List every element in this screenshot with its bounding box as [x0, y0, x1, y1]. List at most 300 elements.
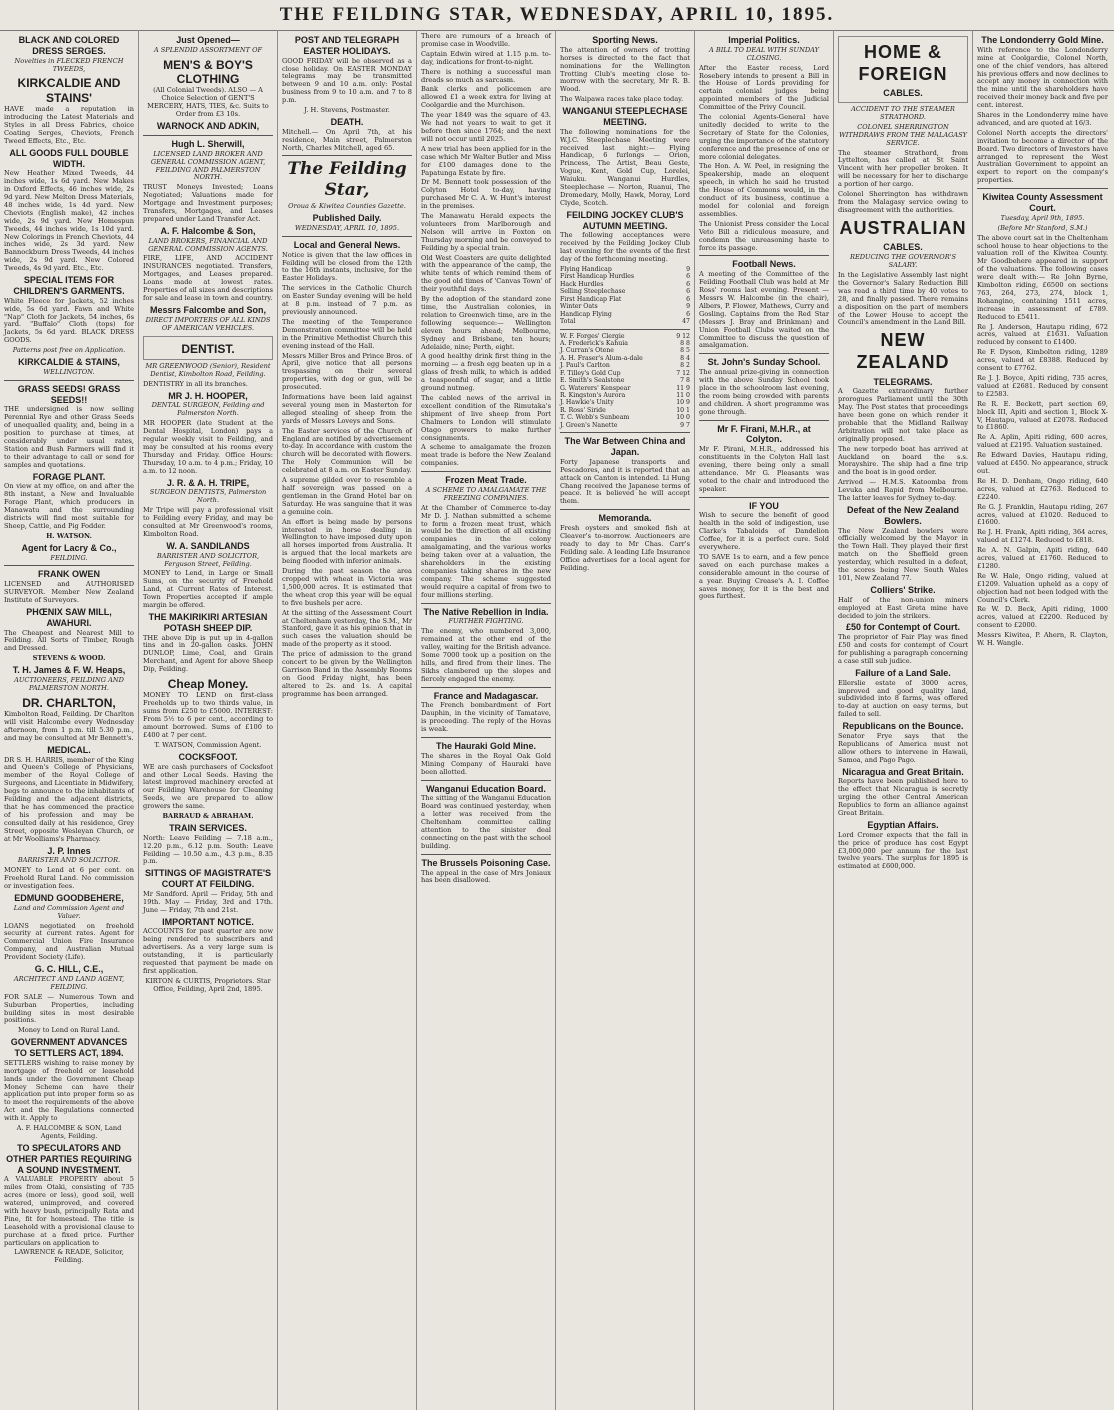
column-8 — [973, 30, 1112, 1410]
death-title: DEATH. — [330, 116, 364, 127]
ad-kirkcaldie2-title: KIRKCALDIE & STAINS, — [18, 357, 120, 368]
post-holidays-title: POST AND TELEGRAPH EASTER HOLIDAYS. — [294, 35, 400, 56]
weight-row-value: 9 12 — [676, 332, 690, 340]
defeat-body: The New Zealand bowlers were officially welcomed by the Mayor in the Town Hall. They played their first match on the Sheffield green yesterday, which resulted in a defeat, the scores being New South Wales 101, New Zealand 77. — [838, 526, 968, 583]
ad-advances-sign: A. F. HALCOMBE & SON, Land Agents, Feilding. — [16, 1124, 122, 1140]
ad-serges-sub: Novelties in FLECKED FRENCH TWEEDS, — [14, 56, 124, 73]
ad-sandilands-title: W. A. SANDILANDS — [166, 540, 250, 551]
ad-sittings-body: Mr Sandford. April — Friday, 5th and 19th. May — Friday, 3rd and 17th. June — Friday, 7th and 21st. — [143, 889, 273, 914]
acceptance-row — [560, 266, 690, 273]
ad-speculators-body: A VALUABLE PROPERTY about 5 miles from Otaki, consisting of 735 acres (more or less), good soil, well watered, unimproved, and covered with heavy bush, principally Rata and Pine, fit for homestead. The title is Leasehold with a provisional clause to purchase at a fixed price. Further particulars on application to — [4, 1175, 134, 1247]
news-paragraph: Informations have been laid against several young men in Masterton for alleged stealing of sheep from the yards of Messrs Loveys and Sons. — [282, 393, 412, 425]
news-paragraph: The services in the Catholic Church on Easter Sunday evening will be held at 8 p.m. instead of 7 p.m. as previously announced. — [282, 284, 412, 316]
court-paragraph: Re F. Dyson, Kimbolton riding, 1289 acres, valued at £8388. Reduced by consent to £7762. — [977, 348, 1108, 373]
nicaragua-body: Reports have been published here to the effect that Nicaragua is secretly urging the other Central American Republics to form an alliance against Great Britain. — [838, 777, 968, 818]
news-paragraph: A new trial has been applied for in the case which Mr Walter Butler and Miss for £100 damages done to the Papatunga Estate by fire. — [421, 144, 551, 177]
divider — [560, 509, 690, 510]
news-paragraph: During the past season the area cropped with wheat in Victoria was 1,500,000 acres. It is estimated that the wheat crop this year will be equal to five bushels per acre. — [282, 567, 412, 607]
imperial-sub: A BILL TO DEAL WITH SUNDAY CLOSING. — [708, 45, 819, 62]
weight-row-value: 8 4 — [680, 354, 690, 362]
weight-row-label: W. F. Forges' Clergie — [560, 332, 625, 340]
ad-halcombe-body: FIRE, LIFE, AND ACCIDENT INSURANCES negotiated. Transfers, Mortgages, and Leases prepared. Loans made at lowest rates. Properties of all sizes and descriptions for sale and lease in town and country. — [143, 254, 273, 302]
divider — [560, 329, 690, 330]
ad-grass-title: GRASS SEEDS! GRASS SEEDS!! — [17, 383, 121, 405]
acceptance-row — [560, 311, 690, 318]
steeple-title: WANGANUI STEEPLECHASE MEETING. — [562, 106, 688, 127]
egypt-title: Egyptian Affairs. — [867, 819, 939, 830]
ad-serges-title: BLACK AND COLORED DRESS SERGES. — [18, 35, 120, 56]
france-title: France and Madagascar. — [433, 690, 539, 701]
acceptance-row-value: 6 — [686, 310, 690, 318]
ad-hooper-title: MR J. H. HOOPER, — [168, 390, 248, 401]
weight-row — [560, 399, 690, 406]
ad-medical-title: MEDICAL. — [47, 744, 91, 755]
column-6 — [695, 30, 834, 1410]
divider — [143, 135, 273, 136]
collier-title: Colliers' Strike. — [870, 584, 936, 595]
imperial-paragraph: The Hon. A. W. Peel, in resigning the Speakership, made an eloquent speech, in which he said he trusted the House of Commons would, in the conduct of its business, continue a model for colonial and foreign assemblies. — [699, 162, 829, 218]
ad-cheap-body: MONEY TO LEND on first-class Freeholds up to two thirds value, in sums from £250 to £5000. INTEREST: From 5½ to 6 per cent., according to amount borrowed. Sums of £100 to £400 at 7 per cent. — [143, 691, 273, 739]
ad-medical-body: DR S. H. HARRIS, member of the King and Queen's College of Physicians, member of the Royal College of Surgeons, and Licentiate in Midwifery, begs to announce to the inhabitants of Feilding and the adjacent districts, that he has commenced the practice of his profession and may be consulted daily at his residence, Grey Street, opposite Wesleyan Church, or at Mr Woolliams's Pharmacy. — [4, 755, 134, 843]
court-paragraph: Re W. D. Beck, Apiti riding, 1000 acres, valued at £2200. Reduced by consent to £2000. — [977, 605, 1108, 630]
ad-james-body: AUCTIONEERS, FEILDING AND PALMERSTON NORTH. — [14, 675, 124, 692]
court-title: Kiwitea County Assessment Court. — [982, 192, 1103, 213]
cables-head: ACCIDENT TO THE STEAMER STRATHORD. — [851, 104, 955, 121]
divider — [4, 565, 134, 566]
ad-clothing-title: Just Opened— — [176, 35, 240, 45]
ad-forage-body: On view at my office, on and after the 8th instant, a New and Invaluable Forage Plant, which producers in Manawatu and the surrounding districts will find most suitable for Sheep, Cattle, and Pig Fodder. — [4, 482, 134, 530]
divider — [421, 737, 551, 738]
divider — [282, 155, 412, 156]
ad-sandilands-sub: BARRISTER AND SOLICITOR, Ferguson Street, Feilding. — [156, 551, 260, 568]
divider — [977, 188, 1108, 189]
logo-sub: Oroua & Kiwitea Counties Gazette. — [288, 202, 406, 211]
divider — [421, 780, 551, 781]
gold-mine-paragraph: Shares in the Londonderry mine have advanced, and are quoted at 16/3. — [977, 111, 1108, 127]
acceptance-row-label: First Handicap Flat — [560, 295, 622, 303]
divider — [699, 497, 829, 498]
weight-row-label: J. Hawkie's Unity — [560, 399, 614, 407]
australian-sub: CABLES. — [883, 242, 923, 253]
football-title: Football News. — [732, 259, 796, 270]
collier-body: Half of the non-union miners employed at East Greta mine have decided to join the strikers. — [838, 595, 968, 620]
contempt-title: £50 for Contempt of Court. — [846, 622, 960, 633]
ad-sandilands-body: MONEY to Lend, in Large or Small Sums, on the security of Freehold Land, at Current Rates of Interest. Town Properties accepted if ample margin be offered. — [143, 569, 273, 610]
ad-cocksfoot-sign: BARRAUD & ABRAHAM. — [162, 812, 254, 821]
ad-agent-sub: FEILDING. — [50, 553, 88, 562]
ad-phoenix-body: The Cheapest and Nearest Mill to Feilding. All Sorts of Timber, Rough and Dressed. — [4, 628, 134, 653]
published-daily: Published Daily. — [312, 213, 382, 224]
divider — [699, 353, 829, 354]
news-paragraph: An effort is being made by persons interested in horse dealing in Wellington to have imposed duty upon all horses imported from Australia. It is argued that the local markets are being flooded with inferior animals. — [282, 517, 412, 566]
ad-charlton-body: Kimbolton Road, Feilding. Dr Charlton will visit Halcombe every Wednesday afternoon, from 1 p.m. till 5.30 p.m., and may be consulted at Mr Bennett's. — [4, 710, 134, 742]
weight-row — [560, 362, 690, 369]
imperial-paragraph: The colonial Agents-General have unitedly decided to write to the Secretary of State for the Colonies, urging the importance of the statutory conference and the presence of one or more colonial delegates. — [699, 113, 829, 161]
imperial-paragraph: After the Easter recess, Lord Rosebery intends to present a Bill in the House of Lords providing for certain colonial judges being appointed members of the Judicial Committee of the Privy Council. — [699, 63, 829, 112]
memoranda-body: Fresh oysters and smoked fish at Cleaver's to-morrow. Auctioneers are ready to day to Mr Chas. Carr's Feilding sale. A leading Life Insurance Office advertises for a local agent for Feilding. — [560, 524, 690, 572]
hauraki-body: The shares in the Royal Oak Gold Mining Company of Hauraki have been allotted. — [421, 751, 551, 776]
death-body: Mitchell.— On April 7th, at his residence, Main street, Palmerston North, Charles Mitchell, aged 65. — [282, 127, 412, 152]
court-paragraph: Re J. J. Boyce, Apiti riding, 735 acres, valued at £2681. Reduced by consent to £2583. — [977, 374, 1108, 398]
ad-goodbehere-title: EDMUND GOODBEHERE, — [14, 892, 124, 903]
weight-row — [560, 414, 690, 421]
acceptance-row — [560, 273, 690, 280]
weight-row — [560, 340, 690, 347]
frozen-meat-title: Frozen Meat Trade. — [445, 475, 527, 486]
ad-notice-body: ACCOUNTS for past quarter are now being rendered to subscribers and advertisers. As a very large sum is outstanding, it is particularly requested that payment be made on first application. — [143, 927, 273, 976]
ad-clothing-sub: A SPLENDID ASSORTMENT OF — [153, 45, 263, 54]
frozen-meat-sub: A SCHEME TO AMALGAMATE THE FREEZING COMPANIES. — [425, 485, 547, 502]
weight-row-value: 11 0 — [676, 392, 690, 400]
ad-children-note: Patterns post free on Application. — [12, 346, 126, 355]
ad-goods-title: ALL GOODS FULL DOUBLE WIDTH. — [9, 147, 129, 169]
weight-row — [560, 392, 690, 399]
ad-goods-body: New Heather Mixed Tweeds, 44 inches wide, 1s 6d yard. New Makes in Oxford Effects, 46 inches wide, 2s 9d yard. New Melton Dress Materials, 48 inches wide, 1s 4d yard. New Cheviots (English make), 42 inches wide, 2s 9d yard. New Homespun Tweeds, 44 inches wide, 1s 10d yard. New Colorings in French Cheviots, 44 inches wide, 2s 3d yard. New Bannockburn Dress Tweeds, 44 inches wide, 2s 9d yard. New Colored Tweeds, 4s 9d yard. Etc., Etc. — [4, 169, 134, 273]
divider — [421, 603, 551, 604]
news-paragraph: A good healthy drink first thing in the morning — a fresh egg beaten up in a glass of fresh milk, to which is added a teaspoonful of sugar, and a little ground nutmeg. — [421, 352, 551, 393]
ad-cheap-sign: T. WATSON, Commission Agent. — [154, 740, 262, 749]
steeple-body: The following nominations for the W.J.C. Steeplechase Meeting were received last night:— Flying Handicap, 6 furlongs — Orion, Princess, The Artist, Beau Geste, Vogue, Kent, Gold Cup, Lorelei, Waiuku. Wanganui Hurdles, Steeplechase — Norton, Ruanui, The Dromedary, Molly, Hawk, Moray, Lord Clyde, Scotch. — [560, 127, 690, 207]
ad-hooper-sub: DENTAL SURGEON, Feilding and Palmerston North. — [151, 401, 265, 418]
dateline: WEDNESDAY, APRIL 10, 1895. — [294, 223, 400, 232]
court-paragraph: Re W. Hale, Ongo riding, valued at £1209. Valuation upheld as a copy of objection had not been lodged with the Council's Clerk. — [977, 571, 1109, 604]
ad-falcombe-title: Messrs Falcombe and Son, — [149, 304, 267, 315]
news-paragraph: The Manawatu Herald expects the volunteers from Marlborough and Nelson will arrive in Foxton on Thursday morning and be conveyed to Feilding by a special train. — [421, 212, 551, 252]
gold-mine-paragraph: Colonel North accepts the directors' invitation to become a director of the Board. Two directors of Investors have arranged to represent the West Australian Government to appoint an expert to report on the company's properties. — [977, 128, 1108, 185]
ad-clothing-main: MEN'S & BOY'S CLOTHING — [163, 57, 253, 87]
weight-row-value: 10 9 — [676, 399, 690, 407]
weight-row — [560, 333, 690, 340]
ad-phoenix-sign: STEVENS & WOOD. — [32, 654, 106, 663]
weights-table — [560, 333, 690, 430]
divider — [421, 471, 551, 472]
ad-kirkcaldie-body: HAVE made a reputation in introducing the Latest Materials and Styles in all Dress Fabrics, choice Coating Serges, Cheviots, French Tweed Effects, Etc., Etc. — [4, 105, 134, 145]
column-4 — [417, 30, 556, 1410]
ad-grass-body: THE undersigned is now selling Perennial Rye and other Grass Seeds of unequalled quality, and, being in a position to purchase at times, at considerably under usual rates, Station and Bush Farmers will find it to their advantage to call or send for samples and quotations. — [4, 405, 134, 469]
weight-row-label: R. Kingston's Aurora — [560, 392, 626, 400]
news-paragraph: At the sitting of the Assessment Court at Cheltenham yesterday, the S.M., Mr Stanford, gave it as his opinion that in such cases the valuation should be made of the property as it stood. — [282, 608, 412, 649]
ad-dentist-sub: MR GREENWOOD (Senior), Resident Dentist, Kimbolton Road, Feilding. — [145, 361, 271, 378]
ad-goodbehere-body: LOANS negotiated on freehold security at current rates. Agent for Commercial Union Fire Insurance Company, and Australian Mutual Provident Society (Life). — [4, 921, 134, 962]
republicans-title: Republicans on the Bounce. — [842, 721, 964, 732]
court-paragraph: Re J. H. Frank, Apiti riding, 364 acres, valued at £1274. Reduced to £818. — [977, 528, 1108, 545]
acceptance-row-value: 47 — [682, 318, 690, 326]
ad-kirkcaldie-title: KIRKCALDIE AND STAINS' — [17, 76, 121, 105]
jockey-body: The following acceptances were received by the Feilding Jockey Club last evening for the events of the first day of the forthcoming meeting. — [560, 231, 690, 264]
acceptances-table — [560, 266, 690, 326]
weight-row-label: J. Curran's Otene — [560, 347, 614, 355]
nicaragua-title: Nicaragua and Great Britain. — [842, 766, 964, 777]
ad-innes-body: MONEY to Lend at 6 per cent. on Freehold Rural Land. No commission or investigation fees. — [4, 866, 134, 891]
divider — [421, 854, 551, 855]
news-paragraph: There is nothing a successful man dreads so much as sarcasm. — [421, 67, 551, 84]
news-paragraph: By the adoption of the standard zone time, the Australian colonies, in relation to Greenwich time, are in the following sequence:— Wellington eleven hours ahead; Melbourne, Sydney and Brisbane, ten hours; Adelaide, nine; Perth, eight. — [421, 295, 551, 351]
court-sub: (Before Mr Stanford, S.M.) — [997, 223, 1088, 232]
weight-row-label: E. Smith's Sealstone — [560, 377, 625, 385]
weight-row-label: F. Tilley's Gold Cup — [560, 369, 621, 377]
court-date: Tuesday, April 9th, 1895. — [1000, 213, 1085, 222]
ad-speculators-sign: LAWRENCE & READE, Solicitor, Feilding. — [14, 1248, 124, 1265]
ad-james-title: T. H. James & F. W. Heaps, — [12, 665, 126, 676]
nz-paragraph: A Gazette extraordinary further prorogues Parliament until the 30th May. The Post states that proceedings have been gone on which render it probable that the Midland Railway Arbitration will not take place as originally proposed. — [838, 387, 968, 443]
columns — [0, 30, 1114, 1410]
ad-charlton-title: DR. CHARLTON, — [22, 695, 116, 710]
ad-cocksfoot-body: WE are cash purchasers of Cocksfoot and other Local Seeds. Having the latest improved machinery erected at our Feilding Warehouse for Cleaning Seeds, we are prepared to allow growers the same. — [143, 762, 273, 811]
ad-cocksfoot-title: COCKSFOOT. — [178, 751, 238, 762]
land-sale-body: Ellerslie estate of 3000 acres, improved and good quality land, subdivided into 8 farms, was offered to-day at auction on easy terms, but failed to sell. — [838, 678, 968, 719]
defeat-title: Defeat of the New Zealand Bowlers. — [846, 504, 960, 526]
australian-head: REDUCING THE GOVERNOR'S SALARY. — [849, 253, 957, 270]
hauraki-title: The Hauraki Gold Mine. — [435, 741, 536, 752]
weight-row — [560, 407, 690, 414]
acceptance-row-label: Winter Oats — [560, 303, 598, 311]
ad-hill-body: FOR SALE — Numerous Town and Suburban Properties, including building sites in most desirable positions. — [4, 992, 134, 1025]
weight-row — [560, 370, 690, 377]
brussels-title: The Brussels Poisoning Case. — [421, 857, 551, 868]
masthead-title: THE FEILDING STAR, WEDNESDAY, APRIL 10, 1895. — [279, 4, 835, 25]
acceptance-row-value: 9 — [686, 303, 690, 311]
wanganui-body: The sitting of the Wanganui Education Board was continued yesterday, when a letter was received from the Cheltenham committee calling attention to the sinister deal connecting on the past with the school building. — [421, 794, 551, 850]
court-paragraph: Re A. N. Galpin, Apiti riding, 640 acres, valued at £1760. Reduced to £1280. — [977, 546, 1108, 570]
acceptance-row-label: Hack Hurdles — [560, 280, 604, 288]
contempt-body: The proprietor of Fair Play was fined £50 and costs for contempt of Court for publishing a paragraph concerning a case still sub judice. — [838, 633, 968, 665]
post-holidays-body: GOOD FRIDAY will be observed as a close holiday. On EASTER MONDAY telegrams may be transmitted between 9 and 10 a.m. only: Postal business from 9 to 10 a.m. and 7 to 8 p.m. — [282, 56, 412, 105]
ad-phoenix-title: PHŒNIX SAW MILL, AWAHURI. — [26, 606, 112, 628]
acceptance-row — [560, 296, 690, 303]
acceptance-row — [560, 288, 690, 295]
ad-clothing-body: (All Colonial Tweeds). ALSO — A Choice Selection of GENT'S MERCERY, HATS, TIES, &c. Suits to Order from £3 10s. — [147, 86, 269, 119]
ad-owen-body: LICENSED and AUTHORISED SURVEYOR. Member New Zealand Institute of Surveyors. — [4, 580, 134, 605]
acceptance-row-value: 6 — [686, 273, 690, 281]
ad-notice-sign: KIRTON & CURTIS, Proprietors. Star Office, Feilding, April 2nd, 1895. — [145, 976, 271, 993]
masthead — [0, 0, 1114, 31]
court-sign: Messrs Kiwitea, P. Ahern, R. Clayton, W. H. Wangle. — [977, 631, 1108, 648]
court-paragraph: Re G. J. Franklin, Hautapu riding, 267 acres, valued at £1020. Reduced to £1600. — [977, 502, 1108, 527]
ad-sherwill-body: TRUST Moneys Invested; Loans Negotiated; Valuations made for Mortgage and Investment purposes; Transfers, Mortgages, and Leases prepared under Land Transfer Act. — [143, 183, 273, 223]
australian-title: AUSTRALIAN — [839, 217, 967, 238]
column-3 — [278, 30, 417, 1410]
memoranda-title: Memoranda. — [598, 513, 652, 524]
news-paragraph: Old West Coasters are quite delighted with the appearance of the camp, the white tents of which remind them of the good old times of 'Canvas Town' of their youthful days. — [421, 253, 551, 294]
weight-row-label: R. Ross' Siride — [560, 406, 606, 414]
acceptance-row-label: Handicap Flying — [560, 310, 612, 318]
acceptance-row-label: First Handicap Hurdles — [560, 273, 635, 281]
ad-advances-body: SETTLERS wishing to raise money by mortgage of freehold or leasehold lands under the Government Cheap Money Scheme can have their application put into proper form so as to meet the requirements of the above Act and the Regulations connected with it. Apply to — [4, 1058, 134, 1123]
weight-row-value: 7 8 — [680, 377, 690, 385]
cables-box — [838, 36, 968, 103]
ad-halcombe-title: A. F. Halcombe & Son, — [160, 225, 256, 236]
weight-row — [560, 385, 690, 392]
weight-row-value: 7 12 — [676, 369, 690, 377]
divider — [699, 255, 829, 256]
court-paragraph: Re Edward Davies, Hautapu riding, valued at £450. No appearance, struck out. — [977, 451, 1108, 475]
cables-title: HOME & FOREIGN — [858, 42, 948, 84]
ad-children-title: SPECIAL ITEMS FOR CHILDREN'S GARMENTS. — [13, 275, 125, 296]
divider — [421, 687, 551, 688]
weight-row-value: 10 1 — [676, 406, 690, 414]
acceptance-row — [560, 318, 690, 325]
ad-dip-title: THE MAKIRIKIRI ARTESIAN POTASH SHEEP DIP. — [148, 611, 268, 633]
divider — [560, 432, 690, 433]
weight-row-value: 9 7 — [680, 421, 690, 429]
weight-row-label: J. Green's Nanette — [560, 421, 618, 429]
ad-kirkcaldie2-sub: WELLINGTON. — [43, 367, 95, 376]
ad-innes-sub: BARRISTER AND SOLICITOR. — [17, 856, 121, 865]
cables-paragraph: The steamer Strathord, from Lyttelton, has called at St Saint Vincent with her propeller broken. It will be necessary for her to discharge a portion of her cargo. — [838, 148, 968, 189]
ad-agent-title: Agent for Lacry & Co., — [21, 542, 117, 553]
acceptance-row-label: Selling Steeplechase — [560, 288, 626, 296]
acceptance-row-label: Flying Handicap — [560, 266, 612, 274]
france-body: The French bombardment of Fort Dauphin, in the vicinity of Tamatave, is proceeding. The reply of the Hovas is weak. — [421, 701, 551, 734]
ad-save-body: TO SAVE 1s to earn, and a few pence saved on each purchase makes a considerable amount in the course of a year. Buying Crease's A. I. Coffee saves money, for it is the best and goes furthest. — [699, 552, 829, 601]
football-body: A meeting of the Committee of the Feilding Football Club was held at Mr Ross' rooms last evening. Present — Messrs W. Halcombe (in the chair), Albers, P. Flower, Mathews, Curry and Gosling. Captains from the Red Star (Messrs J. Bray and Brinkman) and Union Football Clubs waited on the Committee to discuss the question of amalgamation. — [699, 270, 829, 350]
acceptance-row — [560, 303, 690, 310]
sunday-school-title: St. John's Sunday School. — [707, 357, 821, 368]
gold-mine-paragraph: With reference to the Londonderry mine at Coolgardie, Colonel North, one of the chief vendors, has altered his previous offers and now declines to accept any money in connection with the mine until the shareholders have received their money back and five per cent. interest. — [977, 45, 1108, 110]
ad-clothing-sign: WARNOCK AND ADKIN, — [156, 121, 260, 132]
news-paragraph: Messrs Miller Bros and Prince Bros. of April, give notice that all persons trespassing on their several properties, with dog or gun, will be prosecuted. — [282, 351, 412, 392]
weight-row — [560, 377, 690, 384]
news-paragraph: Notice is given that the law offices in Feilding will be closed from the 12th to the 16th instants, inclusive, for the Easter Holidays. — [282, 250, 412, 283]
weight-row-label: A. Frederick's Kahuia — [560, 339, 628, 347]
ad-halcombe-sub: LAND BROKERS, FINANCIAL AND GENERAL COMMISSION AGENTS. — [148, 236, 268, 253]
ad-hill-note: Money to Lend on Rural Land. — [18, 1026, 120, 1035]
jockey-title: FEILDING JOCKEY CLUB'S AUTUMN MEETING. — [566, 209, 684, 231]
weight-row-value: 8 8 — [680, 339, 690, 347]
ad-owen-title: FRANK OWEN — [38, 569, 100, 580]
brussels-body: The appeal in the case of Mrs Joniaux has been disallowed. — [421, 868, 551, 885]
column-7 — [834, 30, 973, 1410]
australian-body: In the Legislative Assembly last night the Governor's Salary Reduction Bill was read a third time by 40 votes to 28, and finally passed. There remains a disposition on the part of members of the Lower House to accept the Council's amendment in the Land Bill. — [838, 270, 968, 327]
ad-tripe-title: J. R. & A. H. TRIPE, — [166, 477, 250, 488]
weight-row-value: 8 2 — [680, 362, 690, 370]
weight-row — [560, 347, 690, 354]
weight-row-label: T. C. Webb's Sunbeam — [560, 414, 630, 422]
sporting-paragraph: The Waipawa races take place today. — [560, 95, 684, 104]
news-paragraph: Bank clerks and policemen are allowed £1 a week extra for living at Coolgardie and the Murchison. — [421, 85, 551, 110]
column-2 — [139, 30, 278, 1410]
imperial-title: Imperial Politics. — [728, 35, 800, 45]
weight-row-value: 8 5 — [680, 347, 690, 355]
ad-tripe-body: Mr Tripe will pay a professional visit to Feilding every Friday, and may be consulted at Mr Greenwood's rooms, Kimbolton Road. — [143, 506, 273, 538]
war-body: Forty Japanese transports and Pescadores, and it is reported that an attack on Canton is intended. Li Hung Chang received the Japanese terms of peace. It is believed he will accept them. — [560, 457, 690, 506]
nz-paragraph: The new torpedo boat has arrived at Auckland on board the s.s. Morayshire. The ship had a fine trip and the boat is in good order. — [838, 444, 968, 477]
divider — [282, 236, 412, 237]
nz-sub: TELEGRAMS. — [873, 376, 933, 387]
weight-row — [560, 355, 690, 362]
ad-cheap-title: Cheap Money. — [167, 677, 249, 692]
native-rebellion-title: The Native Rebellion in India. — [423, 606, 549, 617]
news-paragraph: A supreme gilded over to resemble a half sovereign was passed on a gentleman in the Grand Hotel bar on Saturday. He was sanguine that it was a genuine coin. — [282, 476, 412, 516]
weight-row-label: J. Paul's Carlton — [560, 362, 610, 370]
ad-dentist-title: DENTIST. — [181, 341, 235, 356]
news-paragraph: The price of admission to the grand concert to be given by the Wellington Garrison Band in the Assembly Rooms on Good Friday night, has been altered to 2s. and 1s. A capital programme has been arranged. — [282, 650, 412, 698]
native-rebellion-sub: FURTHER FIGHTING. — [448, 617, 524, 626]
nz-paragraph: Arrived — H.M.S. Katoomba from Levuka and Rapid from Melbourne. The latter leaves for Sydney to-day. — [838, 478, 968, 503]
newspaper-logo: The Feilding Star, — [287, 159, 407, 200]
gold-mine-title: The Londonderry Gold Mine. — [981, 35, 1104, 45]
imperial-paragraph: The Unionist Press consider the Local Veto Bill a ridiculous measure, and condemn the unreasoning haste to force its passage. — [699, 219, 829, 252]
news-paragraph: Dr M. Bennett took possession of the Colyton Hotel to-day, having purchased Mr C. A. W. Hunt's interest in the premises. — [421, 178, 551, 211]
divider — [699, 420, 829, 421]
news-paragraph: The year 1849 was the square of 43. We had not years to wait to get it before then since 1764; and the next will not occur until 2025. — [421, 111, 551, 143]
sporting-paragraph: The attention of owners of trotting horses is directed to the fact that nominations for the Wellington Trotting Club's meeting close to-morrow with the secretary, Mr R. B. Wood. — [560, 45, 690, 94]
native-rebellion-body: The enemy, who numbered 3,000, remained at the other end of the valley, waiting for the British advance. Some 7000 took up a position on the hills, and fired from their lines. The Sikhs clambered up the slopes and fiercely engaged the enemy. — [421, 627, 551, 683]
ad-if-you-body: Wish to secure the benefit of good health in the sold of indigestion, use Clarke's Tabaloids of Dandelion Coffee, for it is a perfect cure. Sold everywhere. — [699, 511, 829, 551]
ad-sherwill-title: Hugh L. Sherwill, — [171, 138, 245, 149]
sunday-school-body: The annual prize-giving in connection with the above Sunday School took place in the schoolroom last evening, the room being crowded with parents and children. A short programme was gone through. — [699, 368, 829, 416]
weight-row-label: A. H. Fraser's Alum-a-dale — [560, 354, 643, 362]
pirani-body: Mr F. Pirani, M.H.R., addressed his constituents in the Colyton Hall last evening, there being only a small attendance. Mr G. Pleasants was voted to the chair and introduced the speaker. — [699, 445, 829, 493]
column-1 — [0, 30, 139, 1410]
republicans-body: Senator Frye says that the Republicans of America must not allow others to intervene in Hawaii, Samoa, and Pago Pago. — [838, 731, 968, 764]
weight-row-value: 11 9 — [676, 384, 690, 392]
nz-title: NEW ZEALAND — [856, 330, 950, 372]
ad-dentist-body: DENTISTRY in all its branches. — [143, 379, 248, 388]
ad-tripe-sub: SURGEON DENTISTS, Palmerston North. — [149, 488, 267, 505]
divider — [4, 380, 134, 381]
ad-dentist-box — [143, 336, 273, 360]
court-paragraph: Re J. Anderson, Hautapu riding, 672 acres, valued at £1631. Valuation reduced by consent to £1400. — [977, 322, 1108, 347]
sporting-title: Sporting News. — [592, 35, 658, 45]
ad-innes-title: J. P. Innes — [47, 845, 91, 856]
news-paragraph: The Easter services of the Church of England are notified by advertisement to-day. In accordance with custom the church will be decorated with flowers. The Holy Communion will be celebrated at 8 a.m. on Easter Sunday. — [282, 426, 412, 475]
ad-speculators-title: TO SPECULATORS AND OTHER PARTIES REQUIRING A SOUND INVESTMENT. — [6, 1142, 132, 1175]
frozen-meat-body: At the Chamber of Commerce to-day Mr D. J. Nathan submitted a scheme to form a frozen meat trust, which would be the direction of all existing companies in the colony amalgamating, and the various works being taken over at a valuation, the shareholders in the existing companies taking shares in the new company. The scheme suggested would require a capital of from two to four millions sterling. — [421, 503, 551, 599]
acceptance-row-label: Total — [560, 318, 576, 326]
ad-hill-sub: ARCHITECT AND LAND AGENT, FEILDING. — [13, 974, 125, 991]
acceptance-row-value: 6 — [686, 288, 690, 296]
weight-row-value: 10 0 — [676, 414, 690, 422]
war-title: The War Between China and Japan. — [564, 436, 686, 457]
local-news-title: Local and General News. — [293, 239, 401, 250]
ad-children-body: White Fleece for Jackets, 52 inches wide, 5s 6d yard. Fawn and White "Nap" Cloth for Jackets, 54 inches, 6s yard. "Buffalo" Cloth (tops) for Jackets, 5s 6d yard. BLACK DRESS GOODS. — [4, 296, 134, 345]
acceptance-row-value: 6 — [686, 280, 690, 288]
cables-paragraph: Colonel Sherrington has withdrawn from the Malagasy service owing to disagreement with the authorities. — [838, 190, 968, 214]
news-paragraph: The meeting of the Temperance Demonstration committee will be held in the Primitive Methodist Church this evening instead of the Hall. — [282, 317, 412, 350]
cables-sub: CABLES. — [883, 88, 923, 99]
weight-row — [560, 422, 690, 429]
ad-if-you-title: IF YOU — [749, 500, 779, 511]
ad-train-title: TRAIN SERVICES. — [169, 822, 247, 833]
column-5 — [556, 30, 695, 1410]
ad-train-body: North: Leave Feilding — 7.18 a.m., 12.20 p.m., 6.12 p.m. South: Leave Feilding — 10.50 a.m., 4.3 p.m., 8.35 p.m. — [143, 833, 273, 866]
ad-sherwill-sub: LICENSED LAND BROKER AND GENERAL COMMISSION AGENT, FEILDING AND PALMERSTON NORTH. — [150, 149, 266, 182]
news-paragraph: Captain Edwin wired at 1.15 p.m. to-day, indications for front-to-night. — [421, 49, 551, 66]
ad-falcombe-body: DIRECT IMPORTERS OF ALL KINDS OF AMERICAN VEHICLES. — [145, 315, 271, 332]
court-paragraph: The above court sat in the Cheltenham school house to hear objections to the valuation roll of the Kiwitea County. Mr Goodbehere appeared in support of the valuations. The following cases were dealt with:— Re John Byrne, Kimbolton riding, £6500 on sections 763, 264, 273, 274, block 1, Rohangino, containing 1511 acres, increase in assessment of £789. Reduced to £5411. — [977, 233, 1108, 321]
ad-hooper-body: MR HOOPER (late Student at the Dental Hospital, London) pays a regular weekly visit to Feilding, and may be consulted at his rooms every Thursday and Friday. Office Hours: Thursday, 10 a.m. to 4 p.m.; Friday, 10 a.m. to 12 noon. — [143, 419, 273, 475]
wanganui-title: Wanganui Education Board. — [426, 783, 546, 794]
weight-row-label: G. Waterers' Kenspear — [560, 384, 631, 392]
court-paragraph: Re A. Aplin, Apiti riding, 600 acres, valued at £2195. Valuation sustained. — [977, 433, 1108, 450]
ad-notice-title: IMPORTANT NOTICE. — [162, 916, 254, 927]
ad-hill-title: G. C. HILL, C.E., — [34, 964, 104, 975]
news-paragraph: The cabled news of the arrival in excellent condition of the Rimutaka's shipment of live sheep from Port Chalmers to London will stimulate Otago growers to make further consignments. — [421, 393, 551, 442]
ad-sittings-title: SITTINGS OF MAGISTRATE'S COURT AT FEILDING. — [145, 868, 271, 890]
ad-forage-title: FORAGE PLANT. — [32, 471, 106, 482]
news-paragraph: A scheme to amalgamate the frozen meat trade is before the New Zealand companies. — [421, 443, 551, 468]
acceptance-row-value: 9 — [686, 266, 690, 274]
acceptance-row — [560, 281, 690, 288]
land-sale-title: Failure of a Land Sale. — [855, 667, 951, 678]
acceptance-row-value: 6 — [686, 295, 690, 303]
egypt-body: Lord Cromer expects that the fall in the price of produce has cost Egypt £3,000,000 per annum for the last twelve years. The surplus for 1895 is estimated at £600,000. — [838, 830, 968, 871]
ad-goodbehere-sub: Land and Commission Agent and Valuer. — [13, 903, 125, 920]
court-paragraph: Re R. E. Beckett, part section 69, block III, Apiti and section 1, Block X-V, Hautapu, valued at £2078. Reduced to £1860. — [977, 399, 1108, 432]
ad-advances-title: GOVERNMENT ADVANCES TO SETTLERS ACT, 1894. — [10, 1037, 128, 1059]
news-paragraph: There are rumours of a breach of promise case in Woodville. — [421, 32, 551, 48]
